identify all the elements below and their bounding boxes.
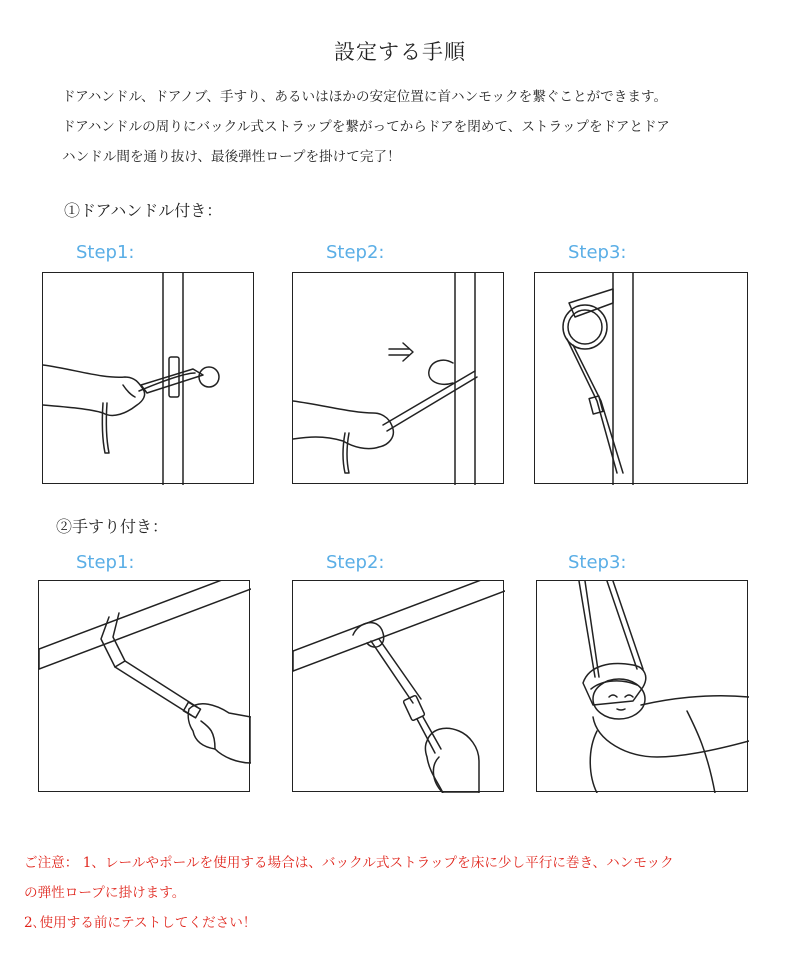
illustration-rail-step2 — [292, 580, 504, 792]
caution-line-3: 2､使用する前にテストしてください！ — [24, 915, 257, 931]
intro-text — [62, 82, 792, 172]
step-label: Step2: — [326, 552, 385, 573]
intro-line-3: ハンドル間を通り抜け、最後弾性ロープを掛けて完了！ — [62, 149, 401, 165]
illustration-rail-step3 — [536, 580, 748, 792]
door-handle-icon — [199, 367, 219, 387]
page-title: 設定する手順 — [334, 40, 466, 64]
step-label: Step2: — [326, 242, 385, 263]
step-label: Step3: — [568, 242, 627, 263]
arrow-right-icon — [389, 343, 413, 361]
rail-icon — [39, 581, 251, 669]
step-label: Step3: — [568, 552, 627, 573]
step-label: Step1: — [76, 242, 135, 263]
caution-line-2: の弾性ロープに掛けます。 — [24, 885, 186, 901]
section-heading-handrail: ②手すり付き： — [56, 517, 169, 536]
intro-line-1: ドアハンドル、ドアノブ、手すり、あるいはほかの安定位置に首ハンモックを繋ぐことができます。 — [62, 89, 668, 105]
hand-icon — [188, 704, 251, 763]
section-heading-door-handle: ①ドアハンドル付き： — [64, 201, 223, 220]
illustration-door-step1 — [42, 272, 254, 484]
intro-line-2: ドアハンドルの周りにバックル式ストラップを繋がってからドアを閉めて、ストラップをドアとドア — [62, 119, 670, 135]
caution-line-1: ご注意： 1、レールやポールを使用する場合は、バックル式ストラップを床に少し平行に巻き、ハンモック — [24, 855, 674, 871]
step-label: Step1: — [76, 552, 135, 573]
illustration-rail-step1 — [38, 580, 250, 792]
illustration-door-step3 — [534, 272, 748, 484]
caution-note — [24, 848, 794, 938]
illustration-door-step2 — [292, 272, 504, 484]
